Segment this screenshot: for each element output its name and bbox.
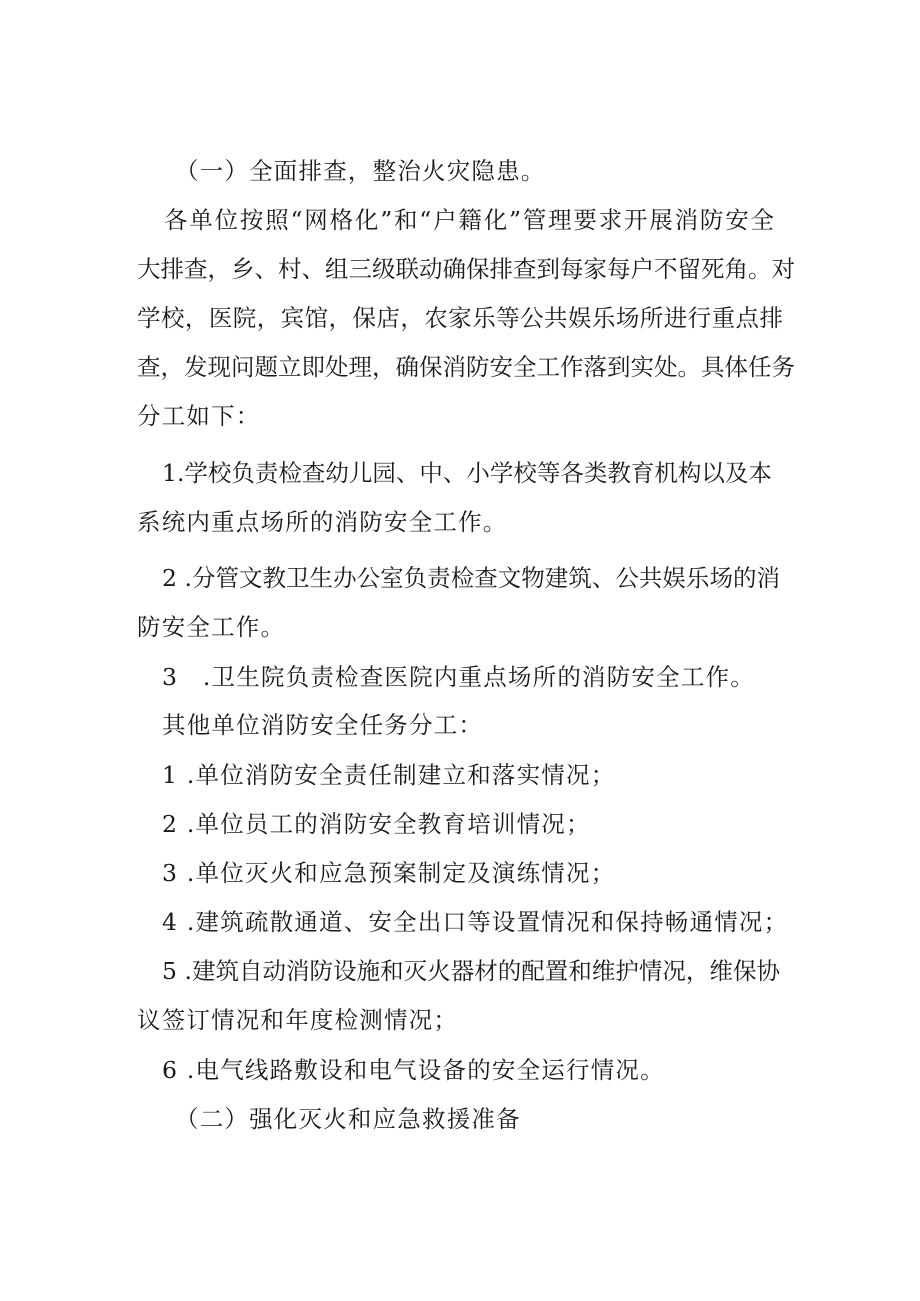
other-item-2: 2 .单位员工的消防安全教育培训情况；	[162, 810, 591, 838]
intro-line-2: 大排查，乡、村、组三级联动确保排查到每家每户不留死角。对	[137, 255, 795, 283]
intro-line-5: 分工如下：	[137, 402, 261, 430]
other-item-6: 6 .电气线路敷设和电气设备的安全运行情况。	[162, 1056, 665, 1084]
intro-line-4: 查，发现问题立即处理，确保消防安全工作落到实处。具体任务	[137, 353, 795, 381]
other-item-5-line-1: 5 .建筑自动消防设施和灭火器材的配置和维护情况，维保协	[162, 957, 780, 985]
section-heading-1: （一）全面排查，整治火灾隐患。	[175, 157, 546, 185]
task-item-3-line-1: 3 .卫生院负责检查医院内重点场所的消防安全工作。	[162, 663, 755, 691]
section-heading-2: （二）强化灭火和应急救援准备	[175, 1105, 521, 1133]
task-item-2-line-2: 防安全工作。	[137, 613, 286, 641]
other-item-3: 3 .单位灭火和应急预案制定及演练情况；	[162, 859, 616, 887]
intro-line-1: 各单位按照“网格化”和“户籍化”管理要求开展消防安全	[164, 206, 774, 234]
other-units-title: 其他单位消防安全任务分工：	[162, 711, 484, 739]
other-item-4: 4 .建筑疏散通道、安全出口等设置情况和保持畅通情况；	[162, 908, 789, 936]
intro-line-3: 学校，医院，宾馆，保店，农家乐等公共娱乐场所进行重点排	[137, 304, 783, 332]
task-item-1-line-2: 系统内重点场所的消防安全工作。	[137, 508, 508, 536]
other-item-5-line-2: 议签订情况和年度检测情况；	[137, 1006, 459, 1034]
task-item-1-line-1: 1.学校负责检查幼儿园、中、小学校等各类教育机构以及本	[162, 459, 772, 487]
task-item-2-line-1: 2 .分管文教卫生办公室负责检查文物建筑、公共娱乐场的消	[162, 564, 780, 592]
other-item-1: 1 .单位消防安全责任制建立和落实情况；	[162, 761, 616, 789]
